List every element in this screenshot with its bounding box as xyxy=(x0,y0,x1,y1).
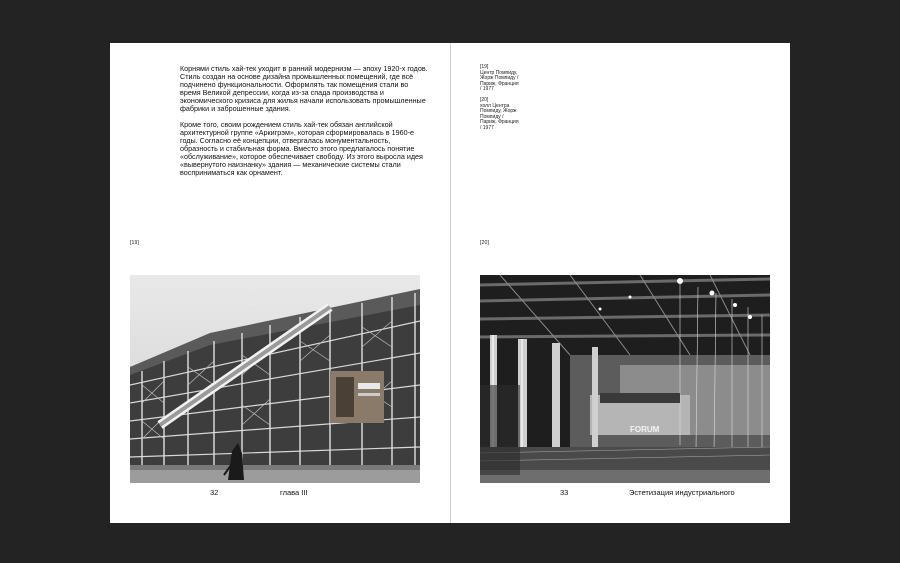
caption-line: Помпиду / xyxy=(480,113,504,120)
forum-sign: FORUM xyxy=(630,425,660,434)
page-number-left: 32 xyxy=(210,488,219,497)
left-page xyxy=(110,43,450,523)
paragraph-2: Кроме того, своим рождением стиль хай-тек обязан английской архитектурной группе «Аркигрэм», которая сформировалась в 1960-е годы. Согласно её концепции, отвергалась монументальность, образность и стабильная форма. Вместо этого предлагалось понятие «обслуживание», которое обеспечивает свободу. Из этого выросла идея «вывернутого наизнанку» здания — механические системы стали восприниматься как орнамент. xyxy=(180,119,423,178)
caption-number: [20] xyxy=(480,96,489,103)
caption-19 xyxy=(480,65,535,93)
right-page xyxy=(451,43,791,523)
caption-number: [19] xyxy=(480,64,489,70)
caption-line: холл Центра xyxy=(480,102,510,109)
running-head-right: Эстетизация индустриального xyxy=(629,488,735,497)
caption-line: Центр Помпиду, xyxy=(480,69,518,76)
figure-captions xyxy=(480,65,535,137)
page-number-right: 33 xyxy=(560,488,569,497)
interior-image xyxy=(480,275,770,483)
body-text xyxy=(180,65,430,184)
caption-line: / 1977 xyxy=(480,124,494,131)
caption-line: Париж, Франция xyxy=(480,80,519,87)
running-head-left: глава III xyxy=(280,488,308,497)
caption-line: Жорж Помпиду / xyxy=(480,75,519,82)
caption-20 xyxy=(480,98,535,132)
exterior-image xyxy=(130,275,420,483)
paragraph-1: Корнями стиль хай-тек уходит в ранний модернизм — эпоху 1920-х годов. Стиль создан на основе дизайна промышленных помещений, где всё подчинено функциональности. Оформлять так помещения стали во время Великой депрессии, когда из-за спада производства и экономического кризиса для жилья начали использовать промышленные фабрики и заброшенные здания. xyxy=(180,64,428,114)
figure-ref-20: [20] xyxy=(480,240,490,246)
photo-pompidou-interior xyxy=(480,275,770,483)
figure-ref-19: [19] xyxy=(130,240,140,246)
photo-pompidou-exterior xyxy=(130,275,420,483)
caption-line: Помпиду, Жорж xyxy=(480,108,517,115)
book-spread xyxy=(110,43,790,523)
caption-line: Париж, Франция xyxy=(480,119,519,126)
caption-line: / 1977 xyxy=(480,86,494,93)
